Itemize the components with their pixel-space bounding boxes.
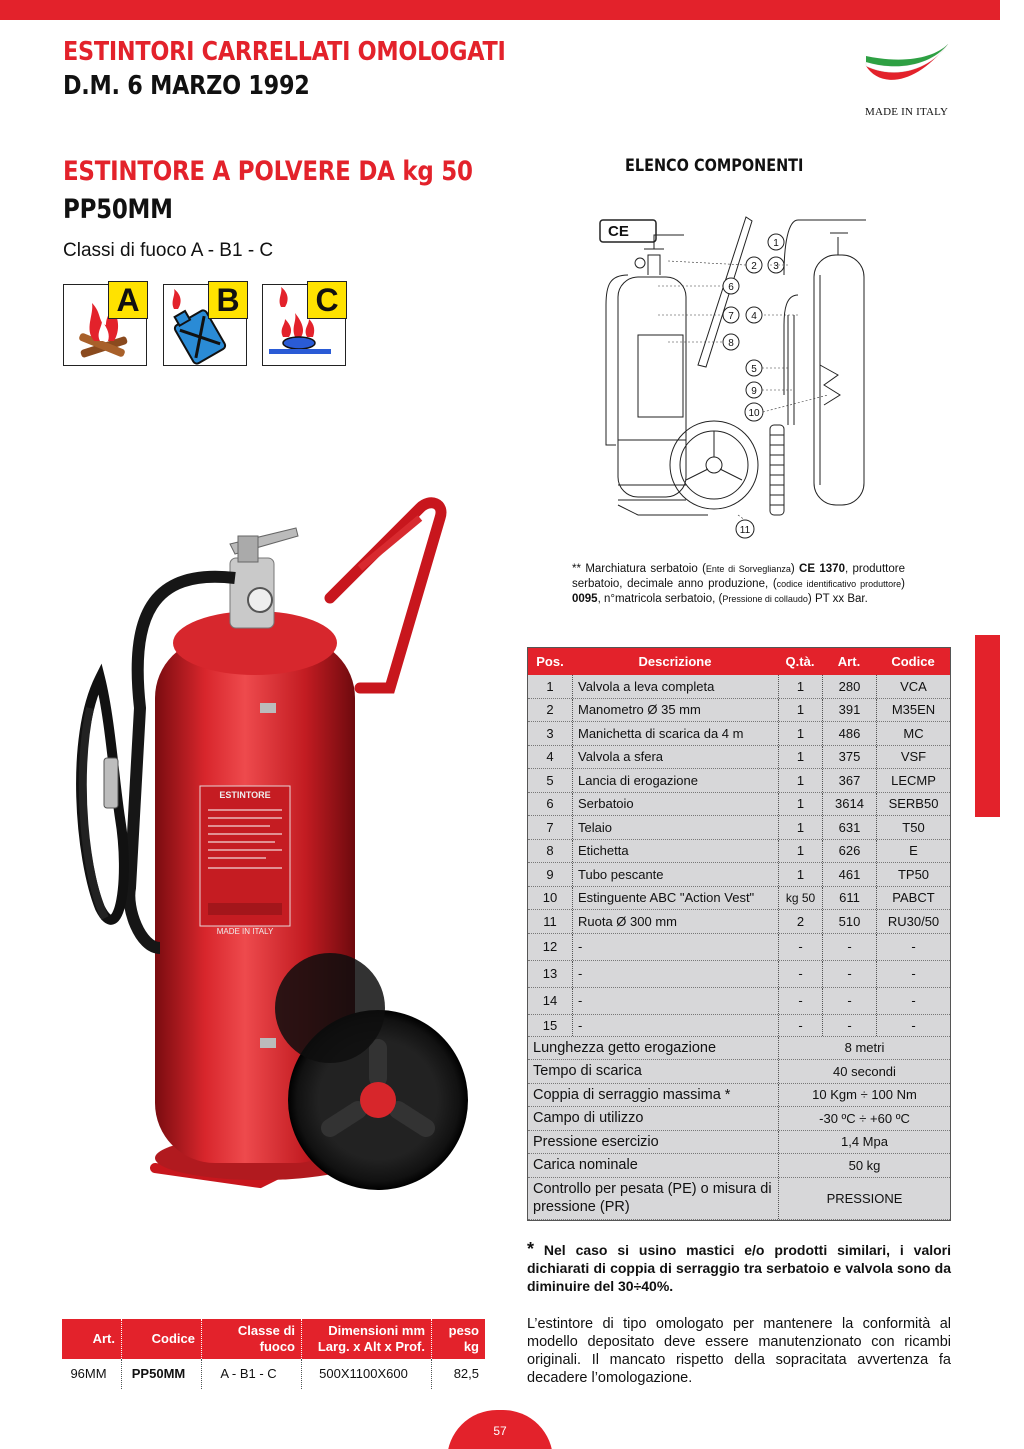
fire-class-a-letter: A xyxy=(108,281,148,319)
table-row xyxy=(528,793,950,817)
cell-desc: Lancia di erogazione xyxy=(572,769,778,792)
cell-qta: - xyxy=(778,961,822,987)
cell-art: 3614 xyxy=(822,793,876,816)
made-in-italy-label: MADE IN ITALY xyxy=(865,106,949,118)
spec-header-peso: peso kg xyxy=(448,1323,479,1354)
cell-pos: 3 xyxy=(546,725,554,741)
cell-cod: T50 xyxy=(876,816,950,839)
cell-art: 461 xyxy=(822,863,876,886)
cell-cod: - xyxy=(876,961,950,987)
spec-value: 10 Kgm ÷ 100 Nm xyxy=(778,1084,950,1107)
table-row xyxy=(528,961,950,988)
cell-qta: 1 xyxy=(778,793,822,816)
torque-footnote: * Nel caso si usino mastici e/o prodotti similari, i valori dichiarati di coppia di serraggio tra serbatoio e valvola sono da diminuire del 30÷40%. xyxy=(527,1239,952,1294)
fire-classes-label: Classi di fuoco A - B1 - C xyxy=(63,240,274,261)
cell-art: 375 xyxy=(822,746,876,769)
cell-desc: Ruota Ø 300 mm xyxy=(572,910,778,933)
cell-qta: 1 xyxy=(778,863,822,886)
cell-qta: 1 xyxy=(778,746,822,769)
cell-qta: 2 xyxy=(778,910,822,933)
spec-header-classe: Classe di fuoco xyxy=(202,1319,302,1359)
cell-qta: - xyxy=(778,988,822,1014)
header-qta: Q.tà. xyxy=(785,654,815,669)
fire-extinguisher-image xyxy=(60,478,490,1208)
cell-desc: - xyxy=(572,934,778,960)
cell-pos: 11 xyxy=(543,913,557,929)
spec-value: 8 metri xyxy=(778,1037,950,1060)
table-row xyxy=(528,722,950,746)
cell-art: 486 xyxy=(822,722,876,745)
components-table xyxy=(527,647,951,1221)
cell-qta: 1 xyxy=(778,722,822,745)
spec-row xyxy=(528,1037,950,1061)
table-row xyxy=(528,934,950,961)
table-row xyxy=(528,699,950,723)
cell-pos: 9 xyxy=(546,866,554,882)
cell-cod: - xyxy=(876,988,950,1014)
cell-cod: MC xyxy=(876,722,950,745)
spec-cell-art: 96MM xyxy=(62,1359,122,1389)
table-row xyxy=(528,887,950,911)
cell-art: - xyxy=(822,988,876,1014)
cell-art: 611 xyxy=(822,887,876,910)
spec-label: Controllo per pesata (PE) o misura di pressione (PR) xyxy=(533,1181,772,1215)
ce-mark: CE xyxy=(608,223,629,240)
spec-cell-peso: 82,5 xyxy=(453,1366,479,1381)
table-row xyxy=(528,910,950,934)
spec-row xyxy=(528,1131,950,1155)
callout-10: 10 xyxy=(748,408,760,419)
fire-class-a-pictogram xyxy=(63,284,147,366)
cell-pos: 12 xyxy=(542,939,558,954)
cell-qta: kg 50 xyxy=(778,887,822,910)
table-row xyxy=(528,988,950,1015)
approval-paragraph: L’estintore di tipo omologato per mantenere la conformità al modello depositato deve essere manutenzionato con ricambi originali. Il mancato rispetto della sopracitata avvertenza fa decadere l’omologazione. xyxy=(527,1316,951,1386)
cell-cod: TP50 xyxy=(876,863,950,886)
tank-marking-note: ** Marchiatura serbatoio (Ente di Sorveglianza) CE 1370, produttore serbatoio, decimale anno produzione, (codice identificativo produttore) 0095, n°matricola serbatoio, (Pressione di collaudo) PT xx Bar. xyxy=(572,563,905,605)
cell-cod: VSF xyxy=(876,746,950,769)
cell-art: - xyxy=(822,1015,876,1036)
fire-class-b-letter: B xyxy=(208,281,248,319)
spec-cell-dimensioni: 500X1100X600 xyxy=(302,1359,432,1389)
table-row xyxy=(528,816,950,840)
spec-label: Carica nominale xyxy=(533,1157,638,1174)
fire-class-c-letter: C xyxy=(307,281,347,319)
cell-qta: 1 xyxy=(778,675,822,698)
cell-art: 626 xyxy=(822,840,876,863)
callout-7: 7 xyxy=(728,311,734,322)
top-red-band xyxy=(0,0,1000,20)
cell-pos: 4 xyxy=(546,749,554,765)
callout-9: 9 xyxy=(751,386,757,397)
spec-cell-classe: A - B1 - C xyxy=(202,1359,302,1389)
spec-value: 50 kg xyxy=(778,1154,950,1177)
callout-2: 2 xyxy=(751,261,757,272)
header-cod: Codice xyxy=(891,654,935,669)
cell-pos: 8 xyxy=(546,843,554,859)
spec-header-dimensioni: Dimensioni mm Larg. x Alt x Prof. xyxy=(302,1319,432,1359)
cell-pos: 7 xyxy=(546,819,554,835)
table-row xyxy=(528,863,950,887)
callout-8: 8 xyxy=(728,338,734,349)
callout-6: 6 xyxy=(728,282,734,293)
cell-cod: E xyxy=(876,840,950,863)
cell-art: 280 xyxy=(822,675,876,698)
table-row xyxy=(528,769,950,793)
cell-desc: Estinguente ABC "Action Vest" xyxy=(572,887,778,910)
cell-art: 631 xyxy=(822,816,876,839)
spec-label: Lunghezza getto erogazione xyxy=(533,1039,717,1056)
table-row xyxy=(528,1015,950,1037)
cell-art: 510 xyxy=(822,910,876,933)
product-spec-table xyxy=(62,1319,485,1389)
fire-class-b-pictogram xyxy=(163,284,247,366)
cell-desc: Telaio xyxy=(572,816,778,839)
cell-cod: PABCT xyxy=(876,887,950,910)
callout-11: 11 xyxy=(739,525,751,536)
cell-art: - xyxy=(822,961,876,987)
cell-cod: LECMP xyxy=(876,769,950,792)
cell-art: 367 xyxy=(822,769,876,792)
fire-class-c-pictogram xyxy=(262,284,346,366)
spec-cell-codice: PP50MM xyxy=(122,1359,202,1389)
cell-pos: 1 xyxy=(546,678,554,694)
page-number: 57 xyxy=(447,1410,553,1449)
cell-qta: - xyxy=(778,934,822,960)
callout-1: 1 xyxy=(773,238,779,249)
label-brand: ESTINTORE xyxy=(219,790,271,800)
spec-header-codice: Codice xyxy=(122,1319,202,1359)
side-red-tab xyxy=(975,635,1000,817)
cell-pos: 14 xyxy=(542,993,558,1008)
cell-pos: 5 xyxy=(546,772,554,788)
spec-table-row xyxy=(62,1359,485,1389)
cell-pos: 10 xyxy=(542,890,558,906)
header-subtitle: D.M. 6 MARZO 1992 xyxy=(63,71,310,101)
spec-label: Coppia di serraggio massima * xyxy=(533,1086,731,1103)
components-heading: ELENCO COMPONENTI xyxy=(625,156,804,176)
header-art: Art. xyxy=(837,654,861,669)
table-row xyxy=(528,746,950,770)
cell-desc: Serbatoio xyxy=(572,793,778,816)
spec-value: 40 secondi xyxy=(778,1060,950,1083)
cell-qta: - xyxy=(778,1015,822,1036)
cell-cod: RU30/50 xyxy=(876,910,950,933)
cell-desc: Valvola a leva completa xyxy=(572,675,778,698)
spec-value: PRESSIONE xyxy=(778,1178,950,1219)
cell-qta: 1 xyxy=(778,816,822,839)
header-desc: Descrizione xyxy=(638,654,712,669)
cell-desc: Manichetta di scarica da 4 m xyxy=(572,722,778,745)
label-made-in: MADE IN ITALY xyxy=(216,927,274,936)
cell-cod: SERB50 xyxy=(876,793,950,816)
spec-header-art: Art. xyxy=(62,1319,122,1359)
cell-desc: Tubo pescante xyxy=(572,863,778,886)
header-pos: Pos. xyxy=(536,654,564,669)
components-rows xyxy=(528,675,950,1037)
cell-desc: Manometro Ø 35 mm xyxy=(572,699,778,722)
spec-label: Campo di utilizzo xyxy=(533,1110,644,1127)
cell-qta: 1 xyxy=(778,840,822,863)
spec-row xyxy=(528,1178,950,1220)
spec-label: Tempo di scarica xyxy=(533,1063,642,1080)
components-table-header xyxy=(528,648,950,675)
product-title: ESTINTORE A POLVERE DA kg 50 xyxy=(63,156,473,187)
spec-row xyxy=(528,1154,950,1178)
spec-row xyxy=(528,1107,950,1131)
cell-pos: 13 xyxy=(542,966,558,981)
table-row xyxy=(528,840,950,864)
spec-table-header xyxy=(62,1319,485,1359)
spec-row xyxy=(528,1084,950,1108)
cell-desc: - xyxy=(572,1015,778,1036)
cell-cod: VCA xyxy=(876,675,950,698)
cell-art: - xyxy=(822,934,876,960)
spec-label: Pressione esercizio xyxy=(533,1133,659,1150)
italy-flag-logo xyxy=(860,38,952,98)
components-diagram xyxy=(598,215,868,540)
cell-desc: - xyxy=(572,961,778,987)
cell-desc: Valvola a sfera xyxy=(572,746,778,769)
product-code: PP50MM xyxy=(63,194,173,225)
cell-pos: 2 xyxy=(546,702,554,718)
cell-cod: M35EN xyxy=(876,699,950,722)
cell-desc: - xyxy=(572,988,778,1014)
callout-5: 5 xyxy=(751,364,757,375)
cell-art: 391 xyxy=(822,699,876,722)
header-title: ESTINTORI CARRELLATI OMOLOGATI xyxy=(63,37,506,67)
spec-row xyxy=(528,1060,950,1084)
cell-pos: 6 xyxy=(546,796,554,812)
spec-value: 1,4 Mpa xyxy=(778,1131,950,1154)
cell-qta: 1 xyxy=(778,769,822,792)
specs-rows xyxy=(528,1037,950,1220)
spec-value: -30 ºC ÷ +60 ºC xyxy=(778,1107,950,1130)
cell-cod: - xyxy=(876,1015,950,1036)
cell-desc: Etichetta xyxy=(572,840,778,863)
callout-4: 4 xyxy=(751,311,757,322)
cell-pos: 15 xyxy=(542,1017,558,1033)
cell-cod: - xyxy=(876,934,950,960)
table-row xyxy=(528,675,950,699)
callout-3: 3 xyxy=(773,261,779,272)
cell-qta: 1 xyxy=(778,699,822,722)
